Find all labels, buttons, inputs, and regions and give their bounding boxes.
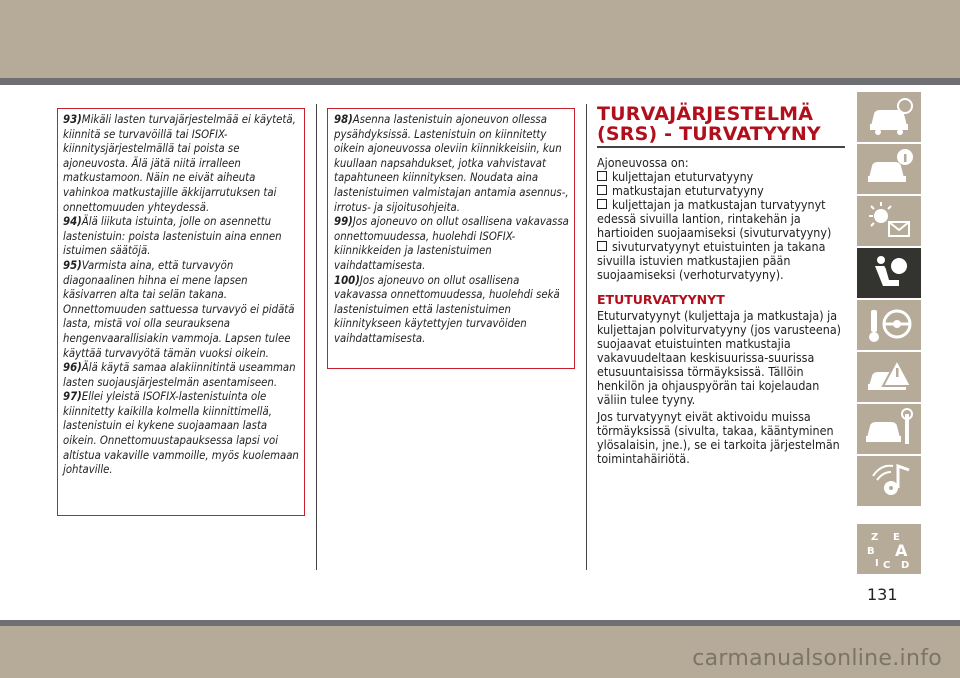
main-content	[597, 104, 847, 466]
tab-servicing[interactable]	[857, 404, 921, 454]
front-airbags-text	[597, 309, 847, 466]
watermark: carmanualsonline.info	[692, 646, 942, 671]
tab-warning-lights[interactable]	[857, 196, 921, 246]
intro-text: Ajoneuvossa on:	[597, 155, 689, 170]
car-tools-icon	[865, 408, 915, 450]
warning-98: 98)Asenna lastenistuin ajoneuvon ollessa pysähdyksissä. Lastenistuin on kiinnitetty oikein ajoneuvossa oleviin kiinnikkeisiin, kun kuullaan napsahdukset, jotka vahvistavat tapahtuneen kiinnityksen. Noudata aina lastenistuimen valmistajan antamia asennus-, irrotus- ja sijoitusohjeita.	[334, 113, 569, 214]
section-title: TURVAJÄRJESTELMÄ (SRS) - TURVATYYNY	[597, 103, 821, 145]
title-underline	[597, 146, 845, 148]
bullet-item: kuljettajan ja matkustajan turvatyynyt edessä sivuilla lantion, rintakehän ja hartioiden suojaamiseksi (sivuturvatyyny)	[597, 197, 832, 240]
seat-airbag-icon	[865, 252, 915, 294]
bullet-item: matkustajan etuturvatyyny	[597, 184, 847, 198]
svg-text:C: C	[883, 560, 891, 570]
tab-multimedia[interactable]	[857, 456, 921, 506]
checkbox-bullet-icon	[597, 171, 607, 181]
bullet-item: kuljettajan etuturvatyyny	[597, 170, 847, 184]
paragraph: Jos turvatyynyt eivät aktivoidu muissa törmäyksissä (sivulta, takaa, kääntyminen ylösalaisin, jne.), se ei tarkoita järjestelmän toimintahäiriötä.	[597, 409, 840, 466]
warning-94: 94)Älä liikuta istuinta, jolle on asennettu lastenistuin: poista lastenistuin aina ennen istuimen säätöjä.	[63, 215, 282, 258]
paragraph: Etuturvatyynyt (kuljettaja ja matkustaja) ja kuljettajan polviturvatyyny (jos varusteena) suojaavat etuistuinten matkustajia vakavuudeltaan keskisuurissa-suurissa etusuuntaisissa törmäyksissä. Tällöin henkilön ja ohjauspyörän tai kojelaudan väliin tulee tyyny.	[597, 308, 842, 407]
car-info-icon	[865, 96, 915, 138]
car-warning-triangle-icon	[865, 356, 915, 398]
warning-100: 100)Jos ajoneuvo on ollut osallisena vakavassa onnettomuudessa, huolehdi sekä lastenistuimen että lastenistuimen kiinnitykseen käytettyjen turvavöiden vaihdattamisesta.	[334, 273, 560, 345]
top-band	[0, 0, 960, 78]
top-rule	[0, 78, 960, 85]
tab-starting-driving[interactable]	[857, 300, 921, 350]
warning-box-right	[327, 108, 575, 369]
checkbox-bullet-icon	[597, 241, 607, 251]
warning-lights-mail-icon	[865, 200, 915, 242]
warning-99: 99)Jos ajoneuvo on ollut osallisena vakavassa onnettomuudessa, huolehdi ISOFIX-kiinnikkeiden ja lastenistuimen vaihdattamisesta.	[334, 215, 569, 272]
page-number: 131	[867, 585, 898, 604]
tab-index[interactable]	[857, 524, 921, 574]
warning-95: 95)Varmista aina, että turvavyön diagonaalinen hihna ei mene lapsen käsivarren alta tai selän takana. Onnettomuuden sattuessa turvavyö ei pidätä lasta, mistä voi olla seurauksena hengenvaarallisiakin vammoja. Lapsen tulee käyttää turvavyötä tämän vuoksi oikein.	[63, 258, 295, 360]
checkbox-bullet-icon	[597, 185, 607, 195]
airbag-intro	[597, 156, 847, 282]
warning-93: 93)Mikäli lasten turvajärjestelmää ei käytetä, kiinnitä se turvavöillä tai ISOFIX-kiinnitysjärjestelmällä tai poista se ajoneuvosta. Älä jätä niitä irralleen matkustamoon. Näin ne eivät aiheuta vahinkoa matkustajille äkkijarrutuksen tai onnettomuuden yhteydessä.	[63, 113, 296, 214]
svg-text:A: A	[895, 541, 908, 560]
svg-text:E: E	[893, 532, 900, 543]
key-steering-wheel-icon	[865, 304, 915, 346]
multimedia-music-icon	[865, 460, 915, 502]
svg-text:D: D	[901, 560, 910, 570]
tab-emergency[interactable]	[857, 352, 921, 402]
tab-car-info[interactable]	[857, 92, 921, 142]
car-info-i-icon	[865, 148, 915, 190]
warning-97: 97)Ellei yleistä ISOFIX-lastenistuinta ole kiinnitetty kaikilla kolmella kiinnittimellä, lastenistuin ei kykene suojaamaan lasta oikein. Onnettomuustapauksessa lapsi voi altistua vakaville vammoille, myös kuolemaan johtaville.	[63, 390, 299, 477]
column-divider-1	[316, 104, 317, 570]
warning-96: 96)Älä käytä samaa alakiinnitintä useamman lasten suojausjärjestelmän asentamiseen.	[63, 361, 296, 389]
tab-safety[interactable]	[857, 248, 921, 298]
svg-text:B: B	[867, 546, 875, 557]
subsection-title: ETUTURVATYYNYT	[597, 292, 725, 307]
warning-box-left	[57, 108, 305, 516]
alphabetical-index-icon	[865, 528, 915, 570]
column-divider-2	[586, 104, 587, 570]
checkbox-bullet-icon	[597, 199, 607, 209]
tab-car-i[interactable]	[857, 144, 921, 194]
svg-text:Z: Z	[871, 532, 879, 543]
svg-text:I: I	[875, 558, 879, 569]
bullet-item: sivuturvatyynyt etuistuinten ja takana sivuilla istuvien matkustajien pään suojaamiseksi (verhoturvatyyny).	[597, 239, 826, 282]
